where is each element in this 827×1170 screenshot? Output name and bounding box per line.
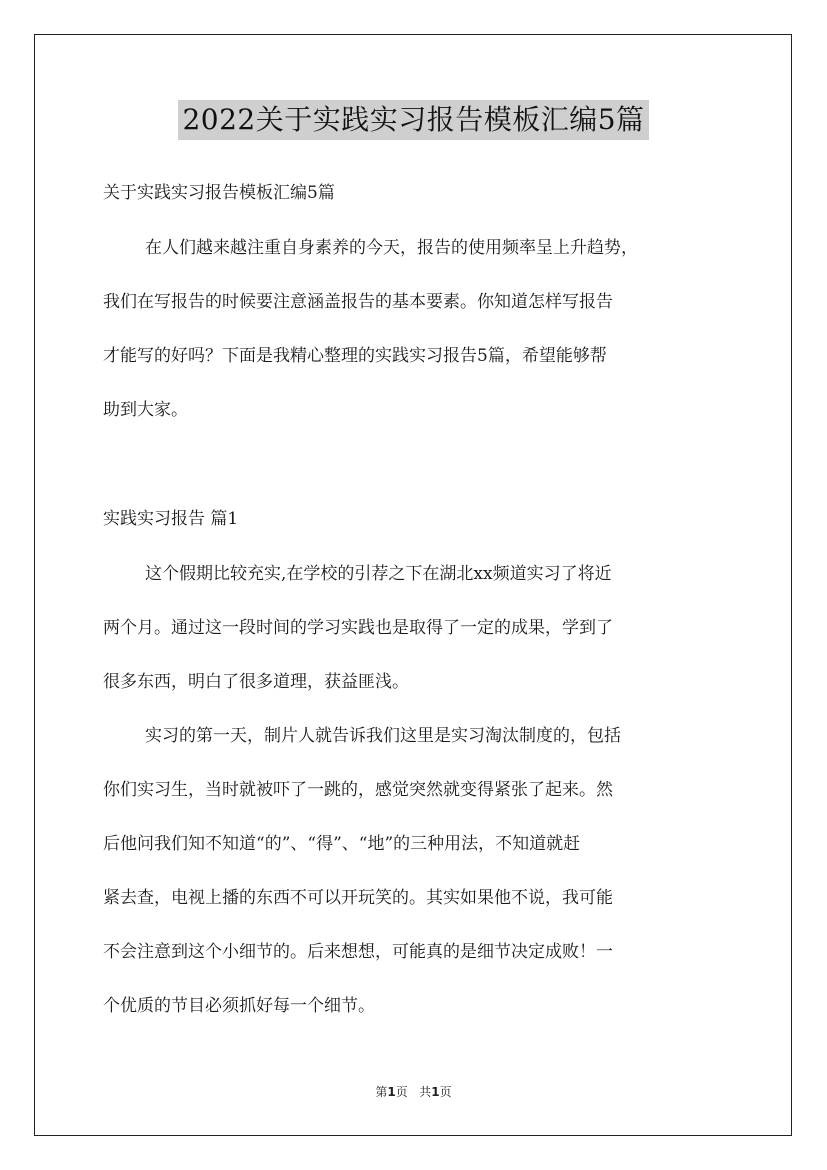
intro-line: 助到大家。 <box>103 400 188 420</box>
title-container <box>0 100 827 140</box>
page-footer <box>0 1083 827 1100</box>
page-current: 1 <box>387 1085 396 1099</box>
paragraph-line: 实习的第一天，制片人就告诉我们这里是实习淘汰制度的，包括 <box>145 726 621 746</box>
total-pages: 1 <box>431 1085 440 1099</box>
paragraph-line: 后他问我们知不知道“的”、“得”、“地”的三种用法，不知道就赶 <box>103 834 581 854</box>
paragraph-line: 紧去查，电视上播的东西不可以开玩笑的。其实如果他不说，我可能 <box>103 888 613 908</box>
total-prefix: 共 <box>419 1085 432 1099</box>
paragraph-line: 不会注意到这个小细节的。后来想想，可能真的是细节决定成败！一 <box>103 942 613 962</box>
page-prefix: 第 <box>375 1085 388 1099</box>
intro-line: 我们在写报告的时候要注意涵盖报告的基本要素。你知道怎样写报告 <box>103 292 613 312</box>
paragraph-line: 两个月。通过这一段时间的学习实践也是取得了一定的成果，学到了 <box>103 618 613 638</box>
paragraph-line: 个优质的节目必须抓好每一个细节。 <box>103 996 375 1016</box>
intro-line: 才能写的好吗？下面是我精心整理的实践实习报告5篇，希望能够帮 <box>103 346 607 366</box>
subtitle: 关于实践实习报告模板汇编5篇 <box>103 183 335 203</box>
total-suffix: 页 <box>439 1085 452 1099</box>
paragraph-line: 这个假期比较充实,在学校的引荐之下在湖北xx频道实习了将近 <box>145 564 612 584</box>
paragraph-line: 很多东西，明白了很多道理，获益匪浅。 <box>103 672 409 692</box>
document-title: 2022关于实践实习报告模板汇编5篇 <box>178 100 648 140</box>
intro-line: 在人们越来越注重自身素养的今天，报告的使用频率呈上升趋势， <box>145 238 638 258</box>
page-suffix: 页 <box>395 1085 408 1099</box>
paragraph-line: 你们实习生，当时就被吓了一跳的，感觉突然就变得紧张了起来。然 <box>103 780 613 800</box>
section-heading: 实践实习报告 篇1 <box>103 509 239 529</box>
